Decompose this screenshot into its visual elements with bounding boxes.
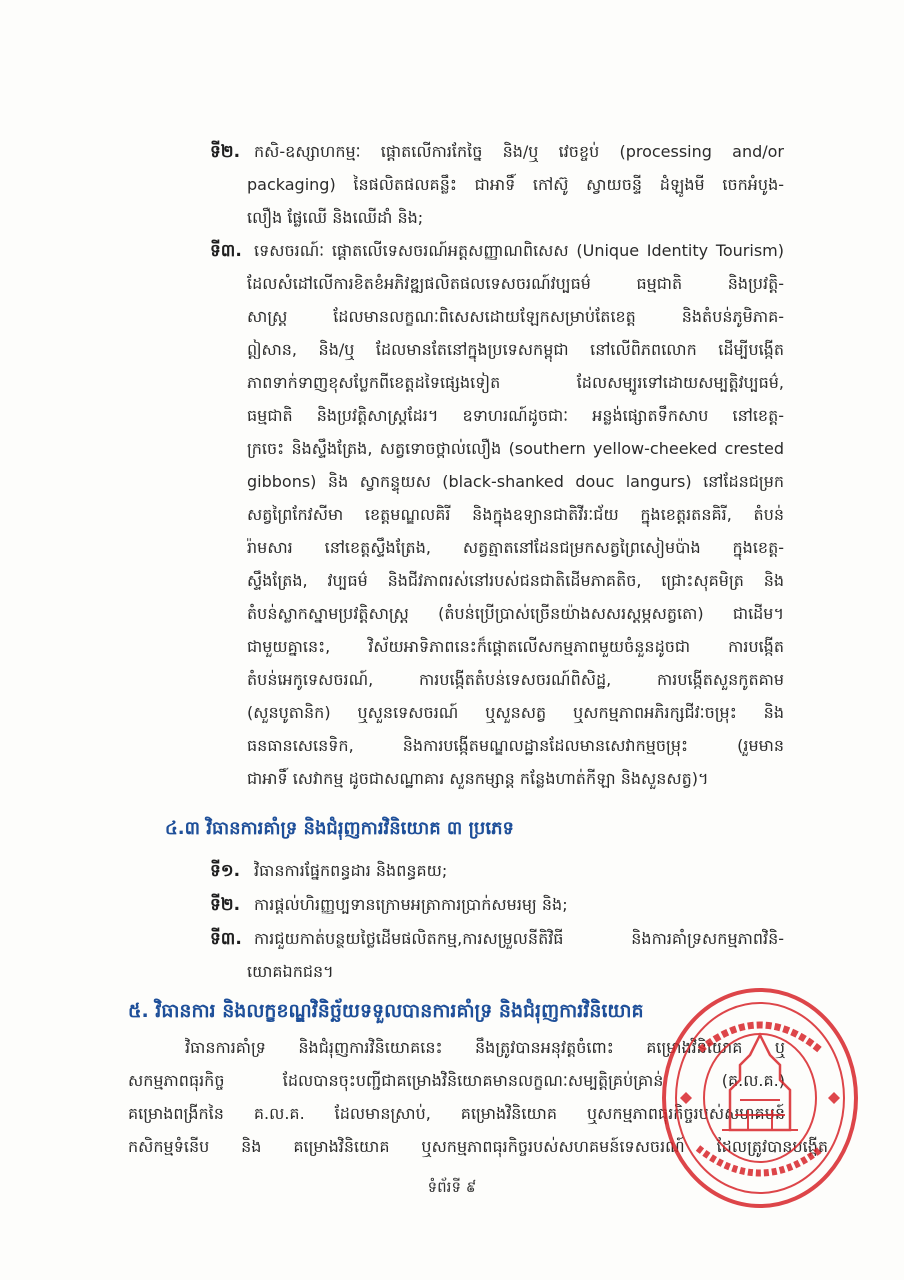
item-label: ទី៣. — [210, 929, 242, 949]
text-line: តំបន់អេកូទេសចរណ៍, ការបង្កើតតំបន់ទេសចរណ៍ពិសិដ្ឋ, ការបង្កើតសួនកូតគាម — [247, 670, 784, 689]
text-line: វិធានការគាំទ្រ និងជំរុញការវិនិយោគនេះ នឹងត្រូវបានអនុវត្តចំពោះ គម្រោងវិនិយោគ ឬ — [185, 1038, 785, 1057]
item-label: ទី១. — [210, 861, 241, 881]
text-line: ការជួយកាត់បន្ថយថ្លៃដើមផលិតកម្ម,ការសម្រួលនីតិវិធី និងការគាំទ្រសកម្មភាពវិនិ- — [254, 929, 784, 948]
page-number: ទំព័រទី ៩ — [427, 1178, 477, 1196]
text-line: កសិ-ឧស្សាហកម្មៈ ផ្តោតលើការកែច្នៃ និង/ឬ វេចខ្ចប់ (processing and/or — [254, 142, 784, 161]
text-line: យោគឯកជន។ — [247, 962, 334, 981]
text-line: gibbons) និង ស្វាកន្ទុយស (black-shanked douc langurs) នៅដែនជម្រក — [247, 472, 784, 491]
text-line: (សួនបូតានិក) ឬសួនទេសចរណ៍ ឬសួនសត្វ ឬសកម្មភាពអភិរក្សជីវៈចម្រុះ និង — [247, 703, 784, 722]
text-line: ដែលសំដៅលើការខិតខំអភិវឌ្ឍផលិតផលទេសចរណ៍វប្បធម៌ ធម្មជាតិ និងប្រវត្តិ- — [247, 274, 784, 293]
text-line: វិធានការផ្នែកពន្ធដារ និងពន្ធគយ; — [254, 861, 448, 880]
text-line: តំបន់ស្លាកស្នាមប្រវត្តិសាស្ត្រ (តំបន់ប្រើប្រាស់ច្រើនយ៉ាងសសរស្តម្ភសត្វតោ) ជាដើម។ — [247, 604, 784, 623]
official-seal-stamp — [660, 980, 860, 1210]
text-line: សាស្ត្រ ដែលមានលក្ខណៈពិសេសដោយឡែកសម្រាប់តែខេត្ត និងតំបន់ភូមិភាគ- — [247, 307, 784, 326]
text-line: ទេសចរណ៍ៈ ផ្តោតលើទេសចរណ៍អត្តសញ្ញាណពិសេស (Unique Identity Tourism) — [254, 241, 784, 260]
text-line: លឿង ផ្លែឈើ និងឈើដាំ និង; — [247, 208, 424, 227]
text-line: សកម្មភាពធុរកិច្ច ដែលបានចុះបញ្ជីជាគម្រោងវិនិយោគមានលក្ខណៈសម្បត្តិគ្រប់គ្រាន់ (គ.ល.គ.) — [128, 1071, 785, 1090]
item-label: ទី២. — [210, 142, 241, 162]
text-line: ធម្មជាតិ និងប្រវត្តិសាស្ត្រដែរ។ ឧទាហរណ៍ដូចជាៈ អន្លង់ផ្សោតទឹកសាប នៅខេត្ត- — [247, 406, 784, 425]
text-line: រ៉ាមសារ នៅខេត្តស្ទឹងត្រែង, សត្វត្មាតនៅដែនជម្រកសត្វព្រៃសៀមប៉ាង ក្នុងខេត្ត- — [247, 538, 784, 557]
item-label: ទី៣. — [210, 241, 242, 261]
text-line: ស្ទឹងត្រែង, វប្បធម៌ និងជីវភាពរស់នៅរបស់ជនជាតិដើមភាគតិច, ជ្រោះសុគមិត្រ និង — [247, 571, 784, 590]
text-line: គម្រោងពង្រីកនៃ គ.ល.គ. ដែលមានស្រាប់, គម្រោងវិនិយោគ ឬសកម្មភាពធុរកិច្ចរបស់សហគមន៍ — [128, 1104, 785, 1123]
text-line: ធនធានសេនេទិក, និងការបង្កើតមណ្ឌលដ្ឋានដែលមានសេវាកម្មចម្រុះ (រួមមាន — [247, 736, 784, 755]
text-line: ការផ្តល់ហិរញ្ញប្បទានក្រោមអត្រាការប្រាក់សមរម្យ និង; — [254, 895, 568, 914]
section-heading-4-3: ៤.៣ វិធានការគាំទ្រ និងជំរុញការវិនិយោគ ៣ ប្រភេទ — [165, 818, 514, 839]
text-line: packaging) នៃផលិតផលគន្លឹះ ជាអាទិ៍ កៅស៊ូ ស្វាយចន្ទី ដំឡូងមី ចេកអំបូង- — [247, 175, 784, 194]
text-line: សត្វព្រៃកែវសីមា ខេត្តមណ្ឌលគិរី និងក្នុងឧទ្យានជាតិវីរៈជ័យ ក្នុងខេត្តរតនគិរី, តំបន់ — [247, 505, 784, 524]
text-line: ក្រចេះ និងស្ទឹងត្រែង, សត្វទោចថ្ពាល់លឿង (southern yellow-cheeked crested — [247, 439, 784, 458]
text-line: កសិកម្មទំនើប និង គម្រោងវិនិយោគ ឬសកម្មភាពធុរកិច្ចរបស់សហគមន៍ទេសចរណ៍ ដែលត្រូវបានបង្កើត — [128, 1137, 828, 1156]
text-line: ភាពទាក់ទាញខុសប្លែកពីខេត្តដទៃផ្សេងទៀត ដែលសម្បូរទៅដោយសម្បត្តិវប្បធម៌, — [247, 373, 784, 392]
item-label: ទី២. — [210, 895, 241, 915]
text-line: ឦសាន, និង/ឬ ដែលមានតែនៅក្នុងប្រទេសកម្ពុជា នៅលើពិភពលោក ដើម្បីបង្កើត — [247, 340, 784, 359]
section-heading-5: ៥. វិធានការ និងលក្ខខណ្ឌវិនិច្ឆ័យទទួលបានការគាំទ្រ និងជំរុញការវិនិយោគ — [128, 1000, 644, 1022]
text-line: ជាអាទិ៍ សេវាកម្ម ដូចជាសណ្ឋាគារ សួនកម្សាន្ត កន្លែងហាត់កីឡា និងសួនសត្វ)។ — [247, 769, 709, 788]
text-line: ជាមួយគ្នានេះ, វិស័យអាទិភាពនេះក៏ផ្តោតលើសកម្មភាពមួយចំនួនដូចជា ការបង្កើត — [247, 637, 784, 656]
